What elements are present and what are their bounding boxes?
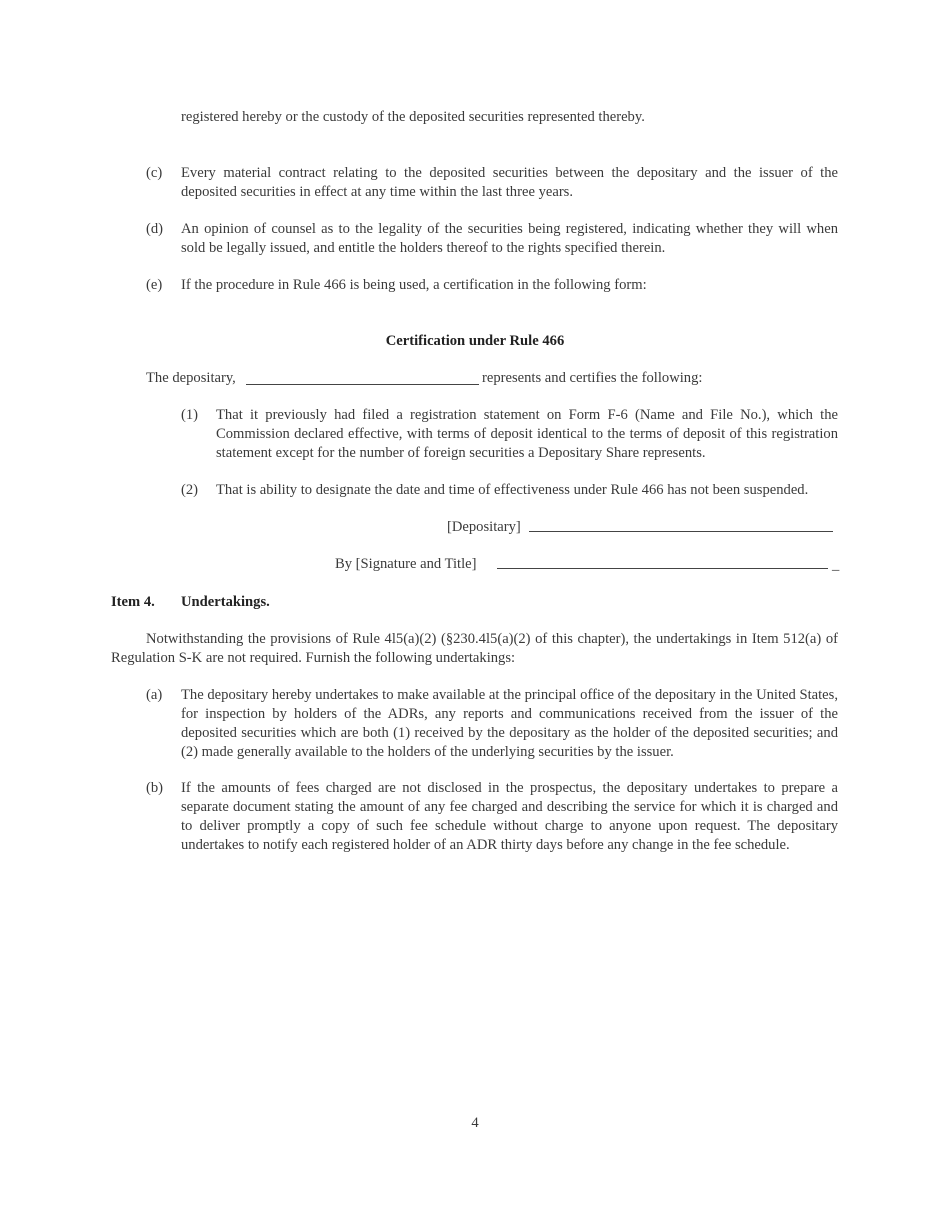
undertaking-b-text: If the amounts of fees charged are not disclosed in the prospectus, the depositary undertakes to prepare a separate document stating the amount of any fee charged and describing the service for which it is charged and to deliver promptly a copy of such fee schedule without charge to anyone upon request. The depositary undertakes to notify each registered holder of an ADR thirty days before any change in the fee schedule. xyxy=(181,780,838,853)
depositary-signature-line xyxy=(529,531,833,532)
undertaking-a-label: (a) xyxy=(146,687,163,703)
signature-title-line xyxy=(497,568,828,569)
exhibit-c-text: Every material contract relating to the deposited securities between the depositary and the issuer of the deposited securities in effect at any time within the last three years. xyxy=(181,165,838,200)
certification-lead-suffix: represents and certifies the following: xyxy=(482,370,703,386)
intro-continuation: registered hereby or the custody of the deposited securities represented thereby. xyxy=(181,109,645,125)
item4-intro: Notwithstanding the provisions of Rule 4l5(a)(2) (§230.4l5(a)(2) of this chapter), the undertakings in Item 512(a) of Regulation S-K are not required. Furnish the following undertakings: xyxy=(111,631,838,666)
item4-heading: Undertakings. xyxy=(181,594,270,610)
undertaking-b-label: (b) xyxy=(146,780,164,796)
certification-lead-prefix: The depositary, xyxy=(146,370,236,386)
exhibit-e-label: (e) xyxy=(146,277,163,293)
undertaking-a-text: The depositary hereby undertakes to make available at the principal office of the depositary in the United States, for inspection by holders of the ADRs, any reports and communications received from the issuer of the deposited securities which are both (1) received by the depositary as the holder of the deposited securities; and (2) made generally available to the holders of the underlying securities by the issuer. xyxy=(181,687,838,760)
signature-trailer: _ xyxy=(832,557,840,573)
exhibit-d-label: (d) xyxy=(146,221,164,237)
item4-number: Item 4. xyxy=(111,594,155,610)
signature-label: By [Signature and Title] xyxy=(335,556,477,572)
certification-item-2-text: That is ability to designate the date and time of effectiveness under Rule 466 has not been suspended. xyxy=(216,482,809,498)
exhibit-e-text: If the procedure in Rule 466 is being used, a certification in the following form: xyxy=(181,277,647,293)
exhibit-d-text: An opinion of counsel as to the legality of the securities being registered, indicating whether they will when sold be legally issued, and entitle the holders thereof to the rights specified therein. xyxy=(181,221,838,256)
depositary-label: [Depositary] xyxy=(447,519,521,535)
certification-item-2-label: (2) xyxy=(181,482,199,498)
certification-item-1-text: That it previously had filed a registration statement on Form F-6 (Name and File No.), which the Commission declared effective, with terms of deposit identical to the terms of deposit of this registration statement except for the number of foreign securities a Depositary Share represents. xyxy=(216,407,838,461)
depositary-name-blank xyxy=(246,384,479,385)
exhibit-c-label: (c) xyxy=(146,165,163,181)
page-number: 4 xyxy=(471,1115,479,1131)
certification-title: Certification under Rule 466 xyxy=(385,333,565,349)
certification-item-1-label: (1) xyxy=(181,407,199,423)
